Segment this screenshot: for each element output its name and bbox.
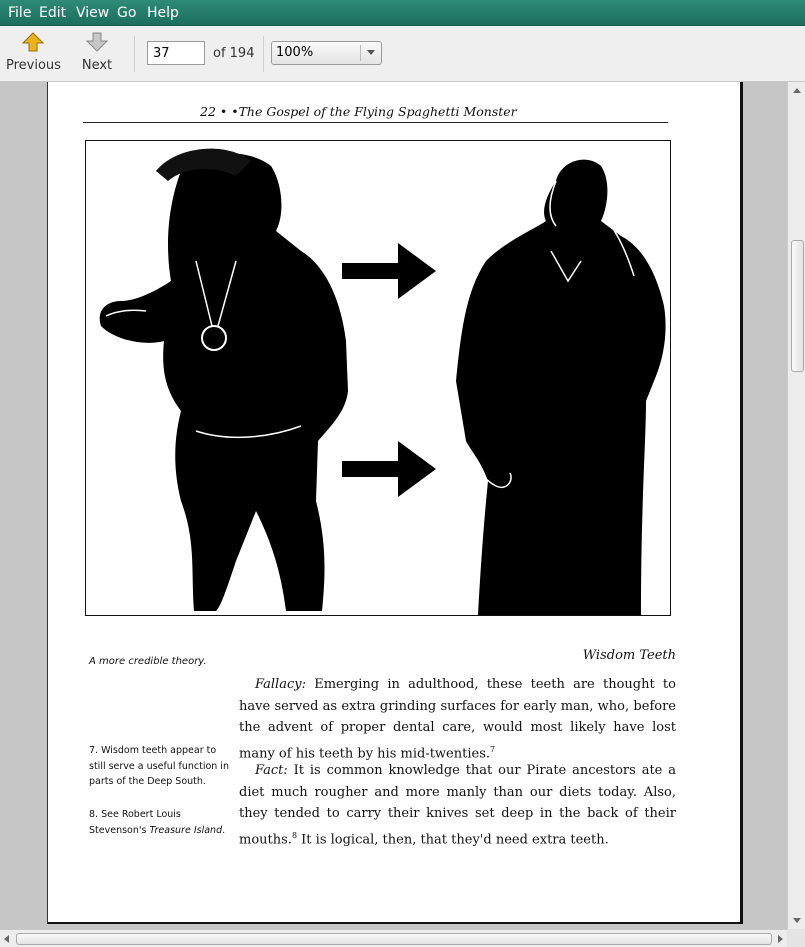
- figure-image: [85, 140, 671, 616]
- page-total: of 194: [213, 46, 255, 61]
- menu-file[interactable]: File: [8, 5, 32, 21]
- menu-help[interactable]: Help: [147, 5, 179, 21]
- vertical-scroll-thumb[interactable]: [791, 240, 804, 372]
- next-label: Next: [81, 58, 113, 73]
- menu-edit[interactable]: Edit: [39, 5, 67, 21]
- zoom-select[interactable]: [271, 41, 382, 65]
- footnote-8-title: Treasure Island: [149, 824, 223, 836]
- footnote-7: 7. Wisdom teeth appear to still serve a useful function in parts of the Deep South.: [89, 745, 229, 787]
- fallacy-lead: Fallacy:: [255, 677, 306, 692]
- document-page: [47, 82, 743, 924]
- fallacy-paragraph: [239, 674, 676, 764]
- chevron-down-icon: [367, 50, 375, 55]
- footnote-8-end: .: [222, 824, 226, 836]
- fact-text-end: It is logical, then, that they'd need extra teeth.: [297, 831, 609, 847]
- previous-label: Previous: [6, 58, 61, 73]
- menu-bar: [0, 0, 805, 26]
- page-number-input[interactable]: [147, 41, 205, 65]
- toolbar-separator: [263, 36, 264, 72]
- figure-caption: A more credible theory.: [89, 656, 207, 667]
- arrow-graphic: [342, 243, 436, 299]
- footnote-ref[interactable]: 8: [291, 830, 298, 840]
- previous-button[interactable]: [6, 32, 60, 73]
- header-rule: [83, 122, 668, 123]
- pirate-to-businessman-illustration: [86, 141, 670, 615]
- footnote-8-text: 8. See Robert Louis Stevenson's: [89, 809, 181, 836]
- fact-paragraph: [239, 760, 676, 850]
- fallacy-text: Emerging in adulthood, these teeth are thought to have served as extra grinding surfaces for early man, who, before the advent of proper dental care, would most likely have lost many of his teeth by his mid-twenties.: [239, 677, 676, 761]
- horizontal-scrollbar[interactable]: [0, 929, 787, 947]
- fact-text: It is common knowledge that our Pirate ancestors ate a diet much rougher and more manly than our diets today. Also, they tended to carry their knives set deep in the back of their mouths.: [239, 763, 676, 847]
- document-viewport[interactable]: [0, 82, 787, 929]
- next-button[interactable]: [78, 32, 116, 73]
- toolbar: [0, 26, 805, 82]
- zoom-divider: [360, 45, 361, 61]
- menu-go[interactable]: Go: [117, 5, 137, 21]
- footnote-8: [89, 807, 229, 838]
- scroll-up-icon[interactable]: [793, 88, 801, 93]
- scroll-corner: [787, 929, 805, 947]
- menu-view[interactable]: View: [76, 5, 110, 21]
- scroll-right-icon[interactable]: [778, 935, 783, 943]
- section-title: Wisdom Teeth: [582, 648, 676, 663]
- pirate-silhouette: [100, 149, 348, 611]
- businessman-silhouette: [456, 160, 666, 615]
- fact-lead: Fact:: [255, 763, 288, 778]
- footnote-ref[interactable]: 7: [490, 744, 496, 754]
- scroll-left-icon[interactable]: [4, 935, 9, 943]
- arrow-graphic: [342, 441, 436, 497]
- zoom-value: 100%: [276, 45, 314, 60]
- scroll-down-icon[interactable]: [793, 918, 801, 923]
- running-head: 22 • •The Gospel of the Flying Spaghetti Monster: [200, 104, 517, 119]
- horizontal-scroll-thumb[interactable]: [16, 933, 772, 945]
- vertical-scrollbar[interactable]: [787, 82, 805, 929]
- arrow-down-icon: [86, 32, 108, 52]
- arrow-up-icon: [22, 32, 44, 52]
- toolbar-separator: [134, 36, 135, 72]
